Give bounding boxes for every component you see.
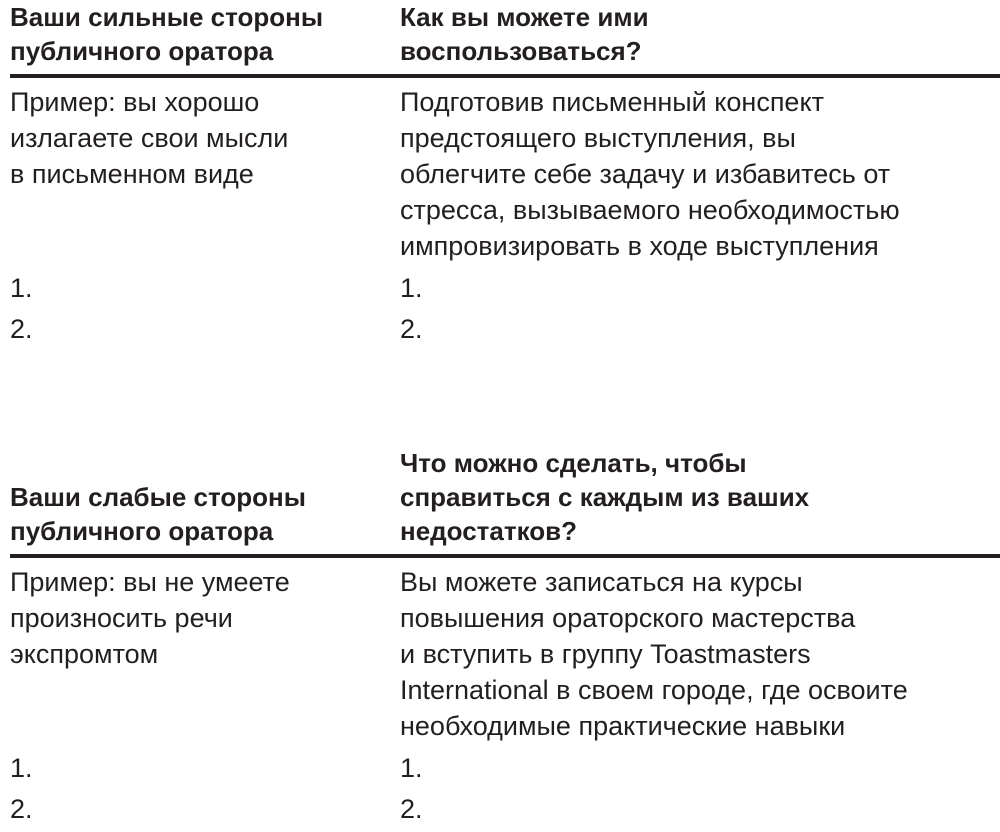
strengths-example-right: Подготовив письменный конспект предстоящего выступления, вы облегчите себе задачу и избавитесь от стресса, вызываемого необходимостью импровизировать в ходе выступления <box>400 87 900 261</box>
weaknesses-numbered-rows <box>10 750 1000 832</box>
strengths-example-left: Пример: вы хорошо излагаете свои мысли в письменном виде <box>10 87 289 189</box>
weaknesses-example-left: Пример: вы не умеете произносить речи экспромтом <box>10 567 290 669</box>
strengths-list-right <box>400 270 1000 352</box>
list-item: 1. <box>400 753 423 783</box>
weaknesses-example-row <box>10 558 1000 744</box>
weaknesses-list-right <box>400 750 1000 832</box>
strengths-header-row <box>10 0 1000 78</box>
list-item: 1. <box>400 273 423 303</box>
weaknesses-list-left <box>10 750 400 832</box>
strengths-header-right: Как вы можете ими воспользоваться? <box>400 2 649 66</box>
weaknesses-header-row <box>10 446 1000 558</box>
list-item: 2. <box>400 794 423 824</box>
list-item: 2. <box>10 314 33 344</box>
list-item: 2. <box>10 794 33 824</box>
strengths-table <box>10 0 1000 352</box>
weaknesses-header-right: Что можно сделать, чтобы справиться с каждым из ваших недостатков? <box>400 448 810 546</box>
list-item: 2. <box>400 314 423 344</box>
weaknesses-example-right: Вы можете записаться на курсы повышения ораторского мастерства и вступить в группу Toastmasters International в своем городе, где освоите необходимые практические навыки <box>400 567 908 741</box>
list-item: 1. <box>10 273 33 303</box>
strengths-numbered-rows <box>10 270 1000 352</box>
weaknesses-table <box>10 446 1000 832</box>
weaknesses-header-left: Ваши слабые стороны публичного оратора <box>10 482 306 546</box>
strengths-header-left: Ваши сильные стороны публичного оратора <box>10 2 324 66</box>
strengths-example-row <box>10 78 1000 264</box>
strengths-list-left <box>10 270 400 352</box>
list-item: 1. <box>10 753 33 783</box>
